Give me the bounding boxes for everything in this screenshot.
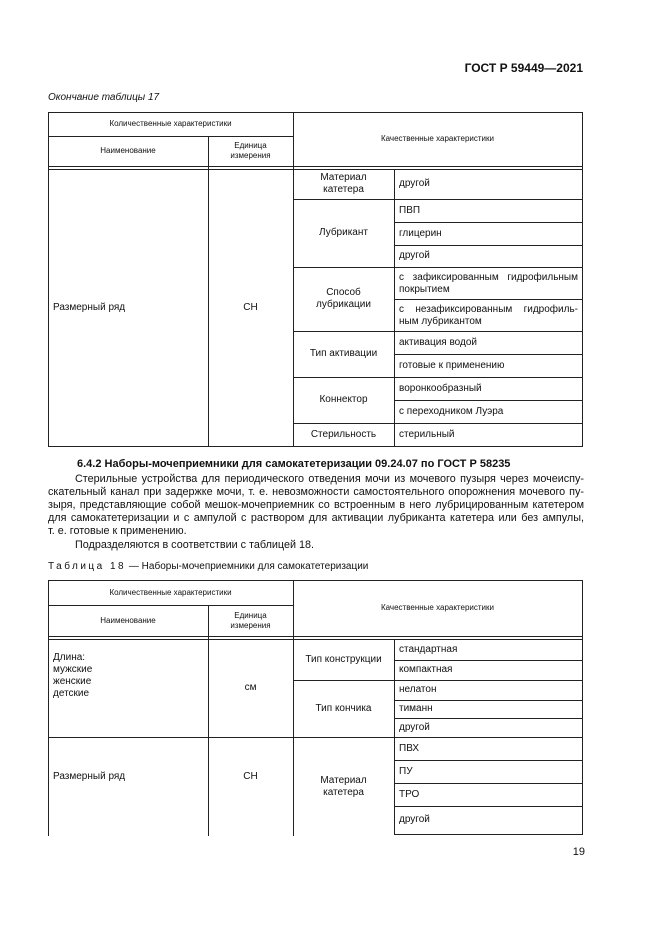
t18-header-name: Наименование [100,615,156,625]
t17-value: воронкообразный [399,382,482,394]
t18-value: другой [399,721,430,733]
t18-value: компактная [399,664,453,675]
t18-row-length-unit: см [244,682,257,693]
t17-header-qualitative: Качественные характеристики [381,134,494,143]
t17-value: ПВП [399,204,421,216]
t17-row-unit: СН [243,301,258,313]
table-continuation-caption: Окончание таблицы 17 [48,92,160,103]
t17-group-connector: Коннектор [319,394,368,405]
t18-row-length-name: Длина: мужские женские детские [53,652,93,699]
section-paragraph: Стерильные устройства для периодического отведения мочи из мочевого пузыря через мочеиспу- скательный канал при задержке мочи, т. е. невозможности самостоятельного опорожнения мочевого пу- зыря, представляющие собой мешок-мочеприемник со встроенным в него лубрицированным катетером для самокатетеризации и с ампулой с раствором для активации лубриканта катетера или без ампулы, т. е. готовые к применению. [48,473,584,537]
t17-header-unit: Единица измерения [230,141,271,160]
t18-row-size-name: Размерный ряд [53,770,126,782]
t18-value: нелатон [399,684,437,695]
t18-header-quantitative: Количественные характеристики [109,587,232,597]
t17-value: глицерин [399,227,442,239]
page-number: 19 [572,846,585,858]
t17-value: другой [399,178,430,189]
t17-group-material: Материал катетера [320,172,367,195]
t17-group-lubricant: Лубрикант [319,227,368,238]
t17-group-activation: Тип активации [309,348,378,359]
t17-header-quantitative: Количественные характеристики [109,119,232,128]
t17-value: готовые к применению [399,359,505,371]
t18-value: ПВХ [399,742,420,754]
t18-value: ТРО [399,788,420,800]
t17-header-name: Наименование [100,146,156,155]
t17-value: другой [399,250,430,261]
table-18-caption: Таблица 18 — Наборы-мочеприемники для самокатетеризации [48,561,369,572]
t18-value: ПУ [399,765,413,777]
t17-value: активация водой [399,336,478,348]
t17-value: с переходником Луэра [399,405,504,417]
t18-header-qualitative: Качественные характеристики [381,603,494,612]
t18-value: тиманн [399,703,433,714]
t17-row-name: Размерный ряд [53,301,126,313]
t17-value: с незафиксированным гидрофиль- ным лубрикантом [399,303,578,327]
t18-row-size-unit: СН [243,770,258,782]
t17-value: стерильный [399,428,455,440]
t18-group-material: Материал катетера [320,775,367,798]
section-title: 6.4.2 Наборы-мочеприемники для самокатетеризации 09.24.07 по ГОСТ Р 58235 [77,458,511,470]
t18-group-tip: Тип кончика [315,702,372,714]
t18-value: другой [399,814,430,825]
t17-group-lubrication-method: Способ лубрикации [316,287,371,310]
t17-value: с зафиксированным гидрофильным покрытием [399,271,578,295]
t18-group-construction: Тип конструкции [305,653,382,665]
t18-value: стандартная [399,643,458,655]
subdivide-text: Подразделяются в соответствии с таблицей 18. [75,539,315,551]
t18-header-unit: Единица измерения [230,610,271,630]
t17-group-sterility: Стерильность [310,428,377,440]
standard-code: ГОСТ Р 59449—2021 [464,61,583,75]
